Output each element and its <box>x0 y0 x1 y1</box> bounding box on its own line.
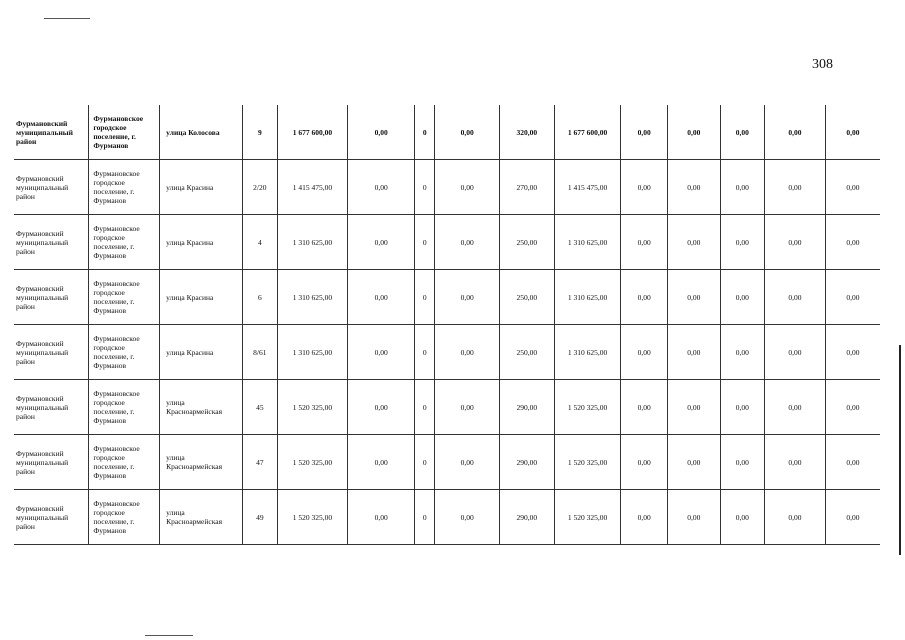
amount-cell: 0,00 <box>825 270 880 325</box>
amount-cell: 0,00 <box>667 435 720 490</box>
amount-cell: 1 310 625,00 <box>277 215 348 270</box>
amount-cell: 0,00 <box>348 160 415 215</box>
amount-cell: 1 677 600,00 <box>554 105 621 160</box>
street-cell: улица Колосова <box>160 105 243 160</box>
count-cell: 0 <box>415 325 435 380</box>
district-cell: Фурмановский муниципальный район <box>14 160 89 215</box>
house-number-cell: 2/20 <box>243 160 277 215</box>
settlement-cell: Фурмановское городское поселение, г. Фурманов <box>89 325 160 380</box>
amount-cell: 1 677 600,00 <box>277 105 348 160</box>
district-cell: Фурмановский муниципальный район <box>14 215 89 270</box>
district-cell: Фурмановский муниципальный район <box>14 325 89 380</box>
count-cell: 0 <box>415 270 435 325</box>
amount-cell: 0,00 <box>825 215 880 270</box>
amount-cell: 0,00 <box>667 160 720 215</box>
amount-cell: 0,00 <box>765 215 826 270</box>
amount-cell: 1 310 625,00 <box>277 270 348 325</box>
street-cell: улица Красина <box>160 270 243 325</box>
amount-cell: 0,00 <box>825 435 880 490</box>
table-row <box>14 160 880 215</box>
street-cell: улица Красина <box>160 160 243 215</box>
settlement-cell: Фурмановское городское поселение, г. Фурманов <box>89 490 160 545</box>
amount-cell: 0,00 <box>348 380 415 435</box>
area-cell: 290,00 <box>500 490 555 545</box>
amount-cell: 0,00 <box>348 490 415 545</box>
amount-cell: 0,00 <box>667 325 720 380</box>
amount-cell: 0,00 <box>435 270 500 325</box>
amount-cell: 0,00 <box>435 325 500 380</box>
amount-cell: 0,00 <box>765 325 826 380</box>
amount-cell: 0,00 <box>621 270 668 325</box>
count-cell: 0 <box>415 105 435 160</box>
page-number: 308 <box>812 57 833 72</box>
amount-cell: 0,00 <box>435 160 500 215</box>
count-cell: 0 <box>415 490 435 545</box>
amount-cell: 0,00 <box>825 490 880 545</box>
table-row <box>14 325 880 380</box>
amount-cell: 0,00 <box>720 270 765 325</box>
amount-cell: 1 520 325,00 <box>277 435 348 490</box>
amount-cell: 0,00 <box>621 435 668 490</box>
amount-cell: 1 415 475,00 <box>277 160 348 215</box>
settlement-cell: Фурмановское городское поселение, г. Фурманов <box>89 435 160 490</box>
district-cell: Фурмановский муниципальный район <box>14 105 89 160</box>
amount-cell: 0,00 <box>765 435 826 490</box>
settlement-cell: Фурмановское городское поселение, г. Фурманов <box>89 270 160 325</box>
amount-cell: 1 520 325,00 <box>554 435 621 490</box>
amount-cell: 0,00 <box>720 105 765 160</box>
amount-cell: 0,00 <box>720 435 765 490</box>
amount-cell: 0,00 <box>435 105 500 160</box>
area-cell: 250,00 <box>500 270 555 325</box>
amount-cell: 0,00 <box>825 380 880 435</box>
table-row <box>14 215 880 270</box>
count-cell: 0 <box>415 160 435 215</box>
house-number-cell: 49 <box>243 490 277 545</box>
amount-cell: 1 415 475,00 <box>554 160 621 215</box>
count-cell: 0 <box>415 435 435 490</box>
amount-cell: 1 520 325,00 <box>554 380 621 435</box>
area-cell: 290,00 <box>500 435 555 490</box>
amount-cell: 0,00 <box>667 490 720 545</box>
amount-cell: 0,00 <box>621 325 668 380</box>
amount-cell: 0,00 <box>825 160 880 215</box>
street-cell: улица Красноармейская <box>160 435 243 490</box>
settlement-cell: Фурмановское городское поселение, г. Фурманов <box>89 105 160 160</box>
settlement-cell: Фурмановское городское поселение, г. Фурманов <box>89 380 160 435</box>
table-row <box>14 105 880 160</box>
amount-cell: 0,00 <box>667 380 720 435</box>
amount-cell: 0,00 <box>667 105 720 160</box>
amount-cell: 0,00 <box>435 215 500 270</box>
amount-cell: 0,00 <box>825 325 880 380</box>
amount-cell: 1 520 325,00 <box>277 490 348 545</box>
amount-cell: 0,00 <box>765 270 826 325</box>
settlement-cell: Фурмановское городское поселение, г. Фурманов <box>89 215 160 270</box>
amount-cell: 0,00 <box>348 105 415 160</box>
amount-cell: 0,00 <box>765 490 826 545</box>
amount-cell: 0,00 <box>720 215 765 270</box>
amount-cell: 0,00 <box>621 490 668 545</box>
amount-cell: 0,00 <box>348 435 415 490</box>
amount-cell: 0,00 <box>348 215 415 270</box>
amount-cell: 1 520 325,00 <box>277 380 348 435</box>
amount-cell: 0,00 <box>765 105 826 160</box>
amount-cell: 0,00 <box>348 325 415 380</box>
area-cell: 250,00 <box>500 325 555 380</box>
table-row <box>14 490 880 545</box>
amount-cell: 0,00 <box>621 380 668 435</box>
house-number-cell: 45 <box>243 380 277 435</box>
table-row <box>14 380 880 435</box>
area-cell: 250,00 <box>500 215 555 270</box>
amount-cell: 0,00 <box>621 215 668 270</box>
count-cell: 0 <box>415 215 435 270</box>
amount-cell: 0,00 <box>667 215 720 270</box>
table-row <box>14 435 880 490</box>
amount-cell: 0,00 <box>825 105 880 160</box>
settlement-cell: Фурмановское городское поселение, г. Фурманов <box>89 160 160 215</box>
house-number-cell: 9 <box>243 105 277 160</box>
amount-cell: 0,00 <box>435 435 500 490</box>
amount-cell: 0,00 <box>765 380 826 435</box>
district-cell: Фурмановский муниципальный район <box>14 490 89 545</box>
amount-cell: 0,00 <box>765 160 826 215</box>
amount-cell: 0,00 <box>348 270 415 325</box>
table-body <box>14 105 880 545</box>
scan-artifact-edge <box>899 345 901 555</box>
amount-cell: 0,00 <box>435 380 500 435</box>
amount-cell: 0,00 <box>720 490 765 545</box>
amount-cell: 1 310 625,00 <box>554 325 621 380</box>
street-cell: улица Красноармейская <box>160 490 243 545</box>
district-cell: Фурмановский муниципальный район <box>14 435 89 490</box>
street-cell: улица Красина <box>160 325 243 380</box>
area-cell: 290,00 <box>500 380 555 435</box>
scan-artifact-line <box>145 635 193 636</box>
house-number-cell: 8/61 <box>243 325 277 380</box>
amount-cell: 1 310 625,00 <box>554 270 621 325</box>
table-row <box>14 270 880 325</box>
amount-cell: 0,00 <box>621 105 668 160</box>
street-cell: улица Красноармейская <box>160 380 243 435</box>
amount-cell: 0,00 <box>720 325 765 380</box>
scan-artifact-line <box>44 18 90 19</box>
area-cell: 320,00 <box>500 105 555 160</box>
street-cell: улица Красина <box>160 215 243 270</box>
amount-cell: 1 310 625,00 <box>554 215 621 270</box>
amount-cell: 1 520 325,00 <box>554 490 621 545</box>
house-number-cell: 6 <box>243 270 277 325</box>
housing-program-table <box>14 105 880 545</box>
house-number-cell: 4 <box>243 215 277 270</box>
amount-cell: 0,00 <box>621 160 668 215</box>
amount-cell: 0,00 <box>435 490 500 545</box>
amount-cell: 0,00 <box>720 380 765 435</box>
district-cell: Фурмановский муниципальный район <box>14 270 89 325</box>
district-cell: Фурмановский муниципальный район <box>14 380 89 435</box>
count-cell: 0 <box>415 380 435 435</box>
amount-cell: 1 310 625,00 <box>277 325 348 380</box>
amount-cell: 0,00 <box>720 160 765 215</box>
amount-cell: 0,00 <box>667 270 720 325</box>
house-number-cell: 47 <box>243 435 277 490</box>
area-cell: 270,00 <box>500 160 555 215</box>
